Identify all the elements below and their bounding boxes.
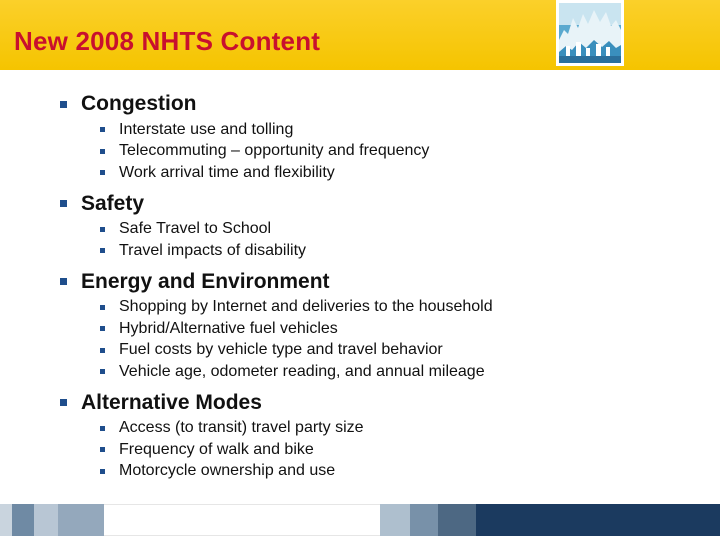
list-item-text: Vehicle age, odometer reading, and annual mileage <box>119 362 485 380</box>
square-bullet-icon <box>60 399 67 406</box>
list-item <box>60 297 700 319</box>
list-item <box>60 361 700 383</box>
list-item-text: Safe Travel to School <box>119 220 272 238</box>
footer-block <box>438 504 476 536</box>
list-item <box>60 240 700 262</box>
bullet-list <box>60 119 700 184</box>
square-bullet-icon <box>100 469 105 474</box>
bullet-list <box>60 297 700 383</box>
list-item-text: Travel impacts of disability <box>119 241 307 259</box>
footer-block <box>380 504 410 536</box>
square-bullet-icon <box>100 149 105 154</box>
footer-block <box>0 504 12 536</box>
city-skyline-logo <box>556 0 624 66</box>
square-bullet-icon <box>100 227 105 232</box>
footer-block <box>476 504 720 536</box>
section-title: Alternative Modes <box>81 390 262 414</box>
square-bullet-icon <box>60 101 67 108</box>
footer-block <box>410 504 438 536</box>
square-bullet-icon <box>100 348 105 353</box>
footer-block <box>12 504 34 536</box>
list-item <box>60 418 700 440</box>
list-item <box>60 219 700 241</box>
section-title: Safety <box>81 191 145 215</box>
square-bullet-icon <box>100 426 105 431</box>
list-item-text: Frequency of walk and bike <box>119 440 314 458</box>
square-bullet-icon <box>100 170 105 175</box>
footer-block <box>104 504 380 536</box>
section-title: Congestion <box>81 92 197 115</box>
list-item-text: Fuel costs by vehicle type and travel behavior <box>119 341 443 359</box>
list-item <box>60 340 700 362</box>
bullet-list <box>60 219 700 262</box>
square-bullet-icon <box>100 447 105 452</box>
square-bullet-icon <box>100 326 105 331</box>
list-item-text: Shopping by Internet and deliveries to the household <box>119 298 493 316</box>
footer-color-bar <box>0 500 720 540</box>
title-bar <box>0 0 720 70</box>
square-bullet-icon <box>100 369 105 374</box>
section-title: Energy and Environment <box>81 269 330 293</box>
list-item-text: Interstate use and tolling <box>119 120 294 138</box>
section-heading <box>60 268 700 296</box>
section-safety <box>60 190 700 262</box>
list-item-text: Work arrival time and flexibility <box>119 163 335 181</box>
square-bullet-icon <box>100 127 105 132</box>
content-area <box>60 90 700 488</box>
square-bullet-icon <box>60 200 67 207</box>
list-item-text: Access (to transit) travel party size <box>119 419 364 437</box>
list-item <box>60 439 700 461</box>
page-title: New 2008 NHTS Content <box>14 26 321 56</box>
footer-block <box>34 504 58 536</box>
section-congestion <box>60 90 700 184</box>
list-item-text: Motorcycle ownership and use <box>119 462 336 480</box>
list-item <box>60 162 700 184</box>
square-bullet-icon <box>60 278 67 285</box>
list-item <box>60 461 700 483</box>
list-item <box>60 141 700 163</box>
section-alternative-modes <box>60 389 700 483</box>
list-item-text: Hybrid/Alternative fuel vehicles <box>119 319 338 337</box>
list-item <box>60 318 700 340</box>
square-bullet-icon <box>100 305 105 310</box>
section-heading <box>60 389 700 417</box>
list-item <box>60 119 700 141</box>
list-item-text: Telecommuting – opportunity and frequency <box>119 142 430 160</box>
square-bullet-icon <box>100 248 105 253</box>
section-heading <box>60 190 700 218</box>
section-energy-environment <box>60 268 700 383</box>
footer-block <box>58 504 104 536</box>
section-heading <box>60 90 700 118</box>
bullet-list <box>60 418 700 483</box>
